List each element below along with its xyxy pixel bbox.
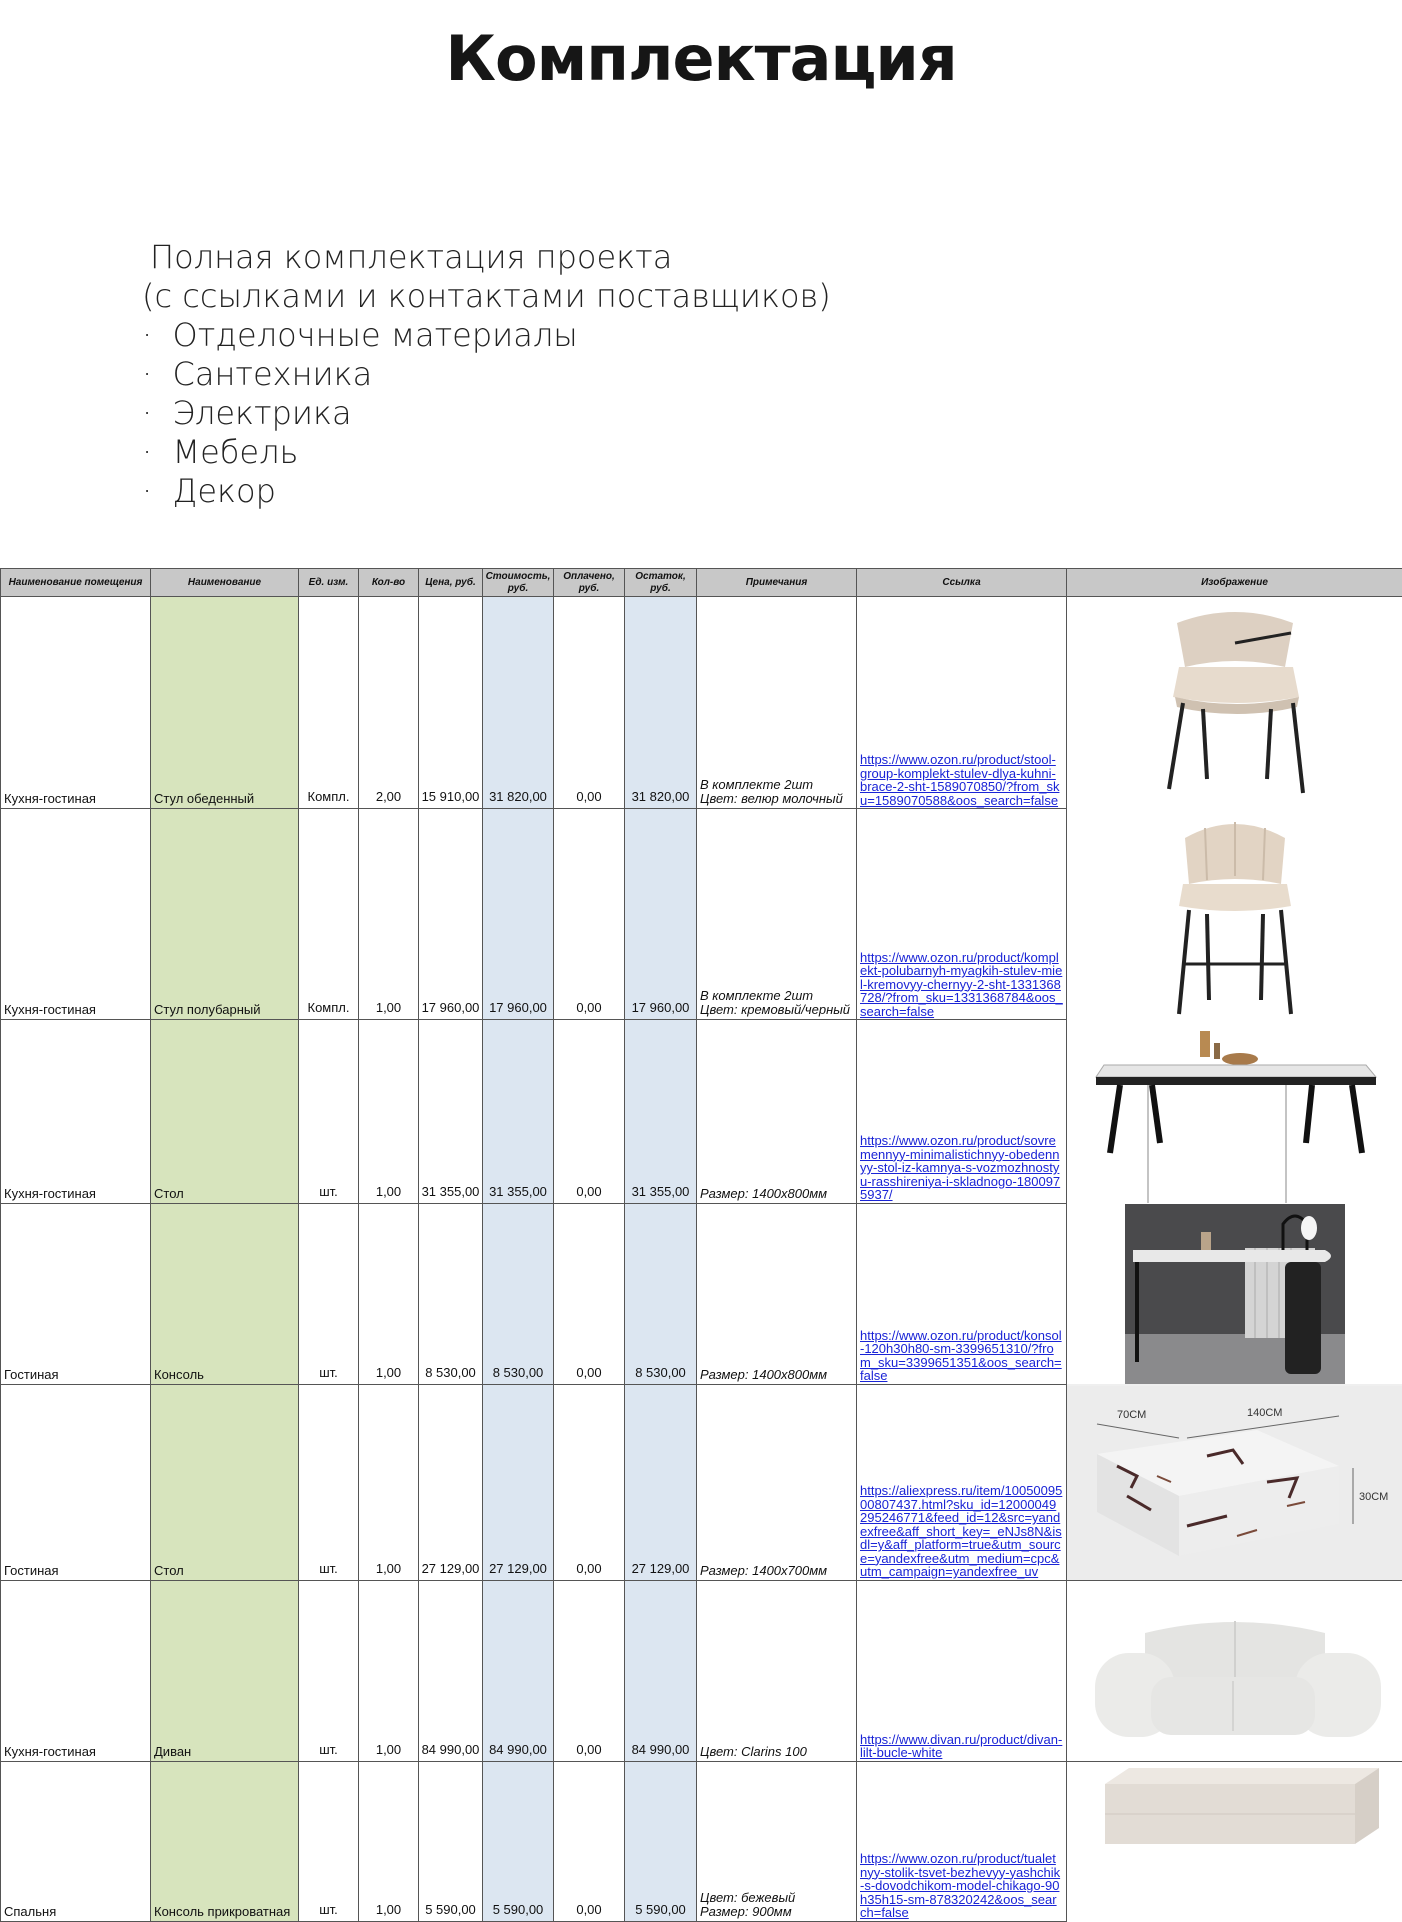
- cell-unit: шт.: [299, 1580, 359, 1761]
- cell-notes: [697, 597, 857, 809]
- dining-table-image: [1090, 1025, 1380, 1203]
- intro-bullet: · Декор: [142, 472, 831, 511]
- cell-price: 5 590,00: [419, 1761, 483, 1921]
- cell-link: [857, 1203, 1067, 1384]
- product-link[interactable]: https://www.ozon.ru/product/tualetnyy-stolik-tsvet-bezhevyy-yashchik-s-dovodchikom-model-chikago-90h35h15-sm-878320242&oos_search=false: [860, 1851, 1060, 1920]
- product-link[interactable]: https://www.divan.ru/product/divan-lilt-bucle-white: [860, 1732, 1062, 1761]
- specification-table: [0, 568, 1402, 1922]
- cell-paid: 0,00: [554, 597, 625, 809]
- cell-name: Стул обеденный: [151, 597, 299, 809]
- note-line: Цвет: велюр молочный: [700, 792, 856, 806]
- cell-link: [857, 1020, 1067, 1204]
- header-room: Наименование помещения: [1, 569, 151, 597]
- cell-price: 27 129,00: [419, 1384, 483, 1580]
- note-line: Размер: 1400х800мм: [700, 1187, 856, 1201]
- cell-name: Стул полубарный: [151, 809, 299, 1020]
- cell-name: Консоль: [151, 1203, 299, 1384]
- cell-unit: Компл.: [299, 809, 359, 1020]
- header-rest: Остаток, руб.: [625, 569, 697, 597]
- dimension-width-label: 70CM: [1117, 1409, 1146, 1421]
- note-line: Цвет: бежевый: [700, 1891, 856, 1905]
- cell-cost: 27 129,00: [483, 1384, 554, 1580]
- intro-line: (с ссылками и контактами поставщиков): [142, 277, 831, 316]
- cell-rest: 27 129,00: [625, 1384, 697, 1580]
- note-line: Размер: 1400х700мм: [700, 1564, 856, 1578]
- cell-room: Кухня-гостиная: [1, 597, 151, 809]
- header-price: Цена, руб.: [419, 569, 483, 597]
- cell-room: Спальня: [1, 1761, 151, 1921]
- cell-notes: [697, 1580, 857, 1761]
- cell-unit: шт.: [299, 1384, 359, 1580]
- cell-cost: 8 530,00: [483, 1203, 554, 1384]
- intro-bullet: · Отделочные материалы: [142, 316, 831, 355]
- note-line: В комплекте 2шт: [700, 989, 856, 1003]
- intro-bullet: · Электрика: [142, 394, 831, 433]
- cell-notes: [697, 1020, 857, 1204]
- marble-coffee-table-image: [1067, 1386, 1402, 1580]
- cell-link: [857, 597, 1067, 809]
- product-link[interactable]: https://www.ozon.ru/product/stool-group-komplekt-stulev-dlya-kuhni-brace-2-sht-1589070850/?from_sku=1589070588&oos_search=false: [860, 752, 1059, 808]
- cell-price: 17 960,00: [419, 809, 483, 1020]
- cell-link: [857, 1761, 1067, 1921]
- cell-unit: шт.: [299, 1203, 359, 1384]
- cell-paid: 0,00: [554, 1203, 625, 1384]
- product-link[interactable]: https://aliexpress.ru/item/1005009500807437.html?sku_id=12000049295246771&feed_id=12&src=yandexfree&aff_short_key=_eNJs8N&isdl=y&aff_platform=true&utm_source=yandexfree&utm_medium=cpc&utm_campaign=yandexfree_uv: [860, 1483, 1062, 1579]
- cell-image: [1067, 1020, 1402, 1204]
- header-paid: Оплачено, руб.: [554, 569, 625, 597]
- cell-qty: 2,00: [359, 597, 419, 809]
- cell-link: [857, 1580, 1067, 1761]
- cell-unit: Компл.: [299, 597, 359, 809]
- bedside-console-image: [1085, 1762, 1385, 1862]
- cell-price: 31 355,00: [419, 1020, 483, 1204]
- cell-notes: [697, 1384, 857, 1580]
- table-row: [1, 1020, 1402, 1204]
- sofa-image: [1075, 1591, 1395, 1761]
- cell-cost: 31 820,00: [483, 597, 554, 809]
- note-line: В комплекте 2шт: [700, 778, 856, 792]
- cell-link: [857, 1384, 1067, 1580]
- cell-price: 8 530,00: [419, 1203, 483, 1384]
- intro-list: [142, 238, 831, 511]
- cell-image: [1067, 1580, 1402, 1761]
- table-header-row: [1, 569, 1402, 597]
- cell-qty: 1,00: [359, 1384, 419, 1580]
- page-title: Комплектация: [0, 22, 1402, 95]
- cell-cost: 31 355,00: [483, 1020, 554, 1204]
- cell-rest: 31 355,00: [625, 1020, 697, 1204]
- cell-image: [1067, 1384, 1402, 1580]
- bar-stool-image: [1155, 814, 1315, 1020]
- header-cost: Стоимость, руб.: [483, 569, 554, 597]
- header-image: Изображение: [1067, 569, 1402, 597]
- table-row: [1, 597, 1402, 809]
- cell-paid: 0,00: [554, 809, 625, 1020]
- cell-name: Консоль прикроватная: [151, 1761, 299, 1921]
- cell-image: [1067, 1761, 1402, 1921]
- console-table-image: [1125, 1204, 1345, 1384]
- cell-paid: 0,00: [554, 1580, 625, 1761]
- cell-unit: шт.: [299, 1761, 359, 1921]
- cell-image: [1067, 597, 1402, 809]
- header-name: Наименование: [151, 569, 299, 597]
- cell-room: Кухня-гостиная: [1, 1020, 151, 1204]
- cell-cost: 84 990,00: [483, 1580, 554, 1761]
- cell-name: Диван: [151, 1580, 299, 1761]
- cell-paid: 0,00: [554, 1384, 625, 1580]
- cell-price: 15 910,00: [419, 597, 483, 809]
- cell-qty: 1,00: [359, 809, 419, 1020]
- cell-qty: 1,00: [359, 1580, 419, 1761]
- cell-notes: [697, 1203, 857, 1384]
- table-row: [1, 809, 1402, 1020]
- cell-rest: 5 590,00: [625, 1761, 697, 1921]
- cell-rest: 84 990,00: [625, 1580, 697, 1761]
- cell-room: Кухня-гостиная: [1, 809, 151, 1020]
- header-qty: Кол-во: [359, 569, 419, 597]
- cell-price: 84 990,00: [419, 1580, 483, 1761]
- cell-qty: 1,00: [359, 1761, 419, 1921]
- note-line: Размер: 900мм: [700, 1905, 856, 1919]
- note-line: Цвет: Clarins 100: [700, 1745, 856, 1759]
- intro-bullet: · Сантехника: [142, 355, 831, 394]
- note-line: Цвет: кремовый/черный: [700, 1003, 856, 1017]
- table-row: [1, 1580, 1402, 1761]
- cell-unit: шт.: [299, 1020, 359, 1204]
- cell-image: [1067, 1203, 1402, 1384]
- cell-notes: [697, 809, 857, 1020]
- product-link[interactable]: https://www.ozon.ru/product/sovremennyy-minimalistichnyy-obedennyy-stol-iz-kamnya-s-vozmozhnostyu-rasshireniya-i-skladnogo-1800975937/: [860, 1133, 1060, 1202]
- cell-rest: 8 530,00: [625, 1203, 697, 1384]
- cell-room: Гостиная: [1, 1203, 151, 1384]
- product-link[interactable]: https://www.ozon.ru/product/komplekt-polubarnyh-myagkih-stulev-miel-kremovyy-chernyy-2-sht-1331368728/?from_sku=1331368784&oos_search=false: [860, 950, 1063, 1019]
- dimension-length-label: 140CM: [1247, 1407, 1282, 1419]
- header-notes: Примечания: [697, 569, 857, 597]
- cell-cost: 17 960,00: [483, 809, 554, 1020]
- intro-bullet: · Мебель: [142, 433, 831, 472]
- cell-qty: 1,00: [359, 1203, 419, 1384]
- intro-line: Полная комплектация проекта: [142, 238, 831, 277]
- cell-paid: 0,00: [554, 1020, 625, 1204]
- cell-room: Гостиная: [1, 1384, 151, 1580]
- cell-room: Кухня-гостиная: [1, 1580, 151, 1761]
- table-row: [1, 1384, 1402, 1580]
- table-row: [1, 1761, 1402, 1921]
- cell-notes: [697, 1761, 857, 1921]
- product-link[interactable]: https://www.ozon.ru/product/konsol-120h30h80-sm-3399651310/?from_sku=3399651351&oos_search=false: [860, 1328, 1062, 1384]
- cell-rest: 31 820,00: [625, 597, 697, 809]
- note-line: Размер: 1400х800мм: [700, 1368, 856, 1382]
- header-link: Ссылка: [857, 569, 1067, 597]
- cell-qty: 1,00: [359, 1020, 419, 1204]
- dimension-height-label: 30CM: [1359, 1491, 1388, 1503]
- cell-cost: 5 590,00: [483, 1761, 554, 1921]
- cell-name: Стол: [151, 1384, 299, 1580]
- cell-name: Стол: [151, 1020, 299, 1204]
- cell-link: [857, 809, 1067, 1020]
- cell-image: [1067, 809, 1402, 1020]
- dining-chair-image: [1135, 603, 1335, 809]
- cell-rest: 17 960,00: [625, 809, 697, 1020]
- table-row: [1, 1203, 1402, 1384]
- header-unit: Ед. изм.: [299, 569, 359, 597]
- cell-paid: 0,00: [554, 1761, 625, 1921]
